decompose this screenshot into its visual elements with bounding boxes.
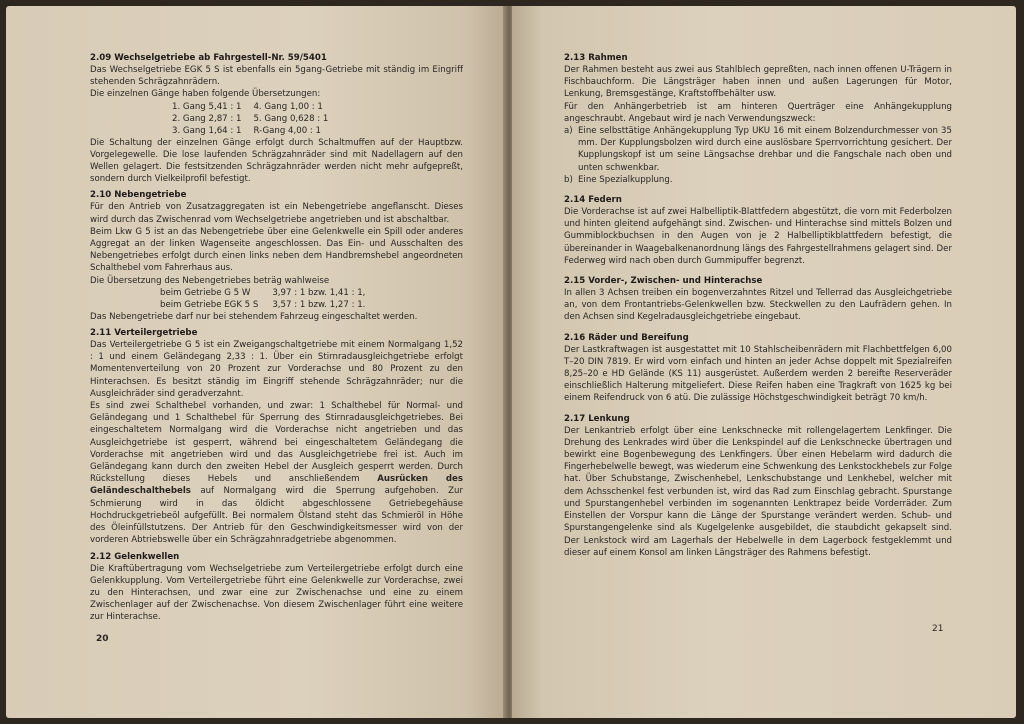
section-heading-2-15: 2.15 Vorder-, Zwischen- und Hinterachse — [564, 276, 763, 287]
paragraph: Das Wechselgetriebe EGK 5 S ist ebenfalls ein 5gang-Getriebe mit ständig im Eingriff stehenden Schrägzahnrädern. — [90, 65, 463, 88]
auxiliary-ratio-table — [160, 287, 379, 311]
paragraph: Das Verteilergetriebe G 5 ist ein Zweigangschaltgetriebe mit einem Normalgang 1,52 : 1 und einem Geländegang 2,33 : 1. Über ein Stirnradausgleichgetriebe erfolgt Momentenverteilung von 20 Prozent zur Vorderachse und 80 Prozent zu den Hinterachsen. Es besitzt ständig im Eingriff stehende Schrägzahnräder; nur die Ausgleichräder sind geradverzahnt. — [90, 340, 463, 399]
section-heading-2-17: 2.17 Lenkung — [564, 413, 630, 424]
paragraph: Die Kraftübertragung vom Wechselgetriebe zum Verteilergetriebe erfolgt durch eine Gelenkkupplung. Vom Verteilergetriebe führt eine Gelenkwelle zur Vorderachse, zwei zu den Hinterachsen, und zwar eine zur Zwischenachse und eine zu einem Zwischenlager auf der Zwischenachse. Von diesem Zwischenlager führt eine weitere zur Hinterachse. — [90, 563, 463, 623]
paragraph: Der Rahmen besteht aus zwei aus Stahlblech gepreßten, nach innen offenen U-Trägern in Fischbauchform. Die Längsträger haben innen und außen Lagerungen für Motor, Lenkung, Bremsgestänge, Kraftstoffbehälter usw. — [564, 65, 952, 100]
paragraph — [90, 400, 463, 546]
paragraph: Für den Antrieb von Zusatzaggregaten ist ein Nebengetriebe angeflanscht. Dieses wird durch das Zwischenrad vom Wechselgetriebe angetrieben und ist abschaltbar. — [90, 202, 463, 225]
list-item — [564, 125, 952, 174]
text-run: Es sind zwei Schalthebel vorhanden, und zwar: 1 Schalthebel für Normal- und Geländegang und 1 Schalthebel für Sperrung des Stirnradausgleichgetriebes. Bei eingeschaltetem Normalgang wird die Vorderachse nicht angetrieben und das Ausgleichgetriebe ist gesperrt, während bei eingeschaltetem Geländegang die Vorderachse mit angetrieben wird und das Ausgleichgetriebe frei ist. Auch im Geländegang kann durch den zweiten Hebel der Ausgleich gesperrt werden. Durch Rückstellung dieses Hebels und anschließendem — [90, 401, 463, 485]
list-marker: a) — [564, 126, 573, 137]
section-heading-2-12: 2.12 Gelenkwellen — [90, 551, 180, 562]
table-row — [172, 125, 340, 137]
table-cell: R-Gang 4,00 : 1 — [253, 125, 322, 136]
table-cell: 3,57 : 1 bzw. 1,27 : 1. — [272, 299, 366, 310]
right-page — [512, 6, 1016, 718]
table-row — [172, 113, 340, 125]
table-cell: 1. Gang 5,41 : 1 — [172, 101, 242, 112]
table-cell: beim Getriebe EGK 5 S — [160, 299, 259, 310]
table-row — [160, 287, 379, 299]
left-column — [90, 52, 463, 624]
text-run: auf Normalgang wird die Sperrung aufgehoben. Zur Schmierung wird in das öldicht abgeschlossene Getriebegehäuse Hochdruckgetriebeöl aufgefüllt. Bei normalem Ölstand steht das Schmieröl in Höhe des Öleinfüllstutzens. Der Antrieb für den Geschwindigkeitsmesser wird von der vorderen Abtriebswelle über ein Schrägzahnradgetriebe abgenommen. — [90, 486, 463, 546]
paragraph: Die einzelnen Gänge haben folgende Übersetzungen: — [90, 89, 321, 100]
table-row — [160, 299, 379, 311]
emphasis-text: Ausrücken des Geländeschalthebels — [90, 474, 463, 497]
list-item — [564, 174, 952, 186]
page-number: 21 — [932, 624, 944, 634]
right-column — [564, 52, 952, 559]
table-cell: beim Getriebe G 5 W — [160, 287, 251, 298]
list-item-text: Eine selbsttätige Anhängekupplung Typ UKU 16 mit einem Bolzendurchmesser von 35 mm. Der Kupplungsbolzen wird durch eine auslösbare Sperrvorrichtung gesichert. Der Kupplungskopf ist um seine Längsachse drehbar und die Fangschale nach oben und unten schwenkbar. — [578, 126, 952, 173]
list-item-text: Eine Spezialkupplung. — [578, 174, 673, 185]
section-heading-2-10: 2.10 Nebengetriebe — [90, 190, 187, 201]
gear-ratio-table — [172, 101, 340, 137]
paragraph: Der Lastkraftwagen ist ausgestattet mit 10 Stahlscheibenrädern mit Flachbettfelgen 6,00 T–20 DIN 7819. Er wird vorn einfach und hinten an jeder Achse doppelt mit Spezialreifen 8,25–20 e HD Gelände (KS 11) ausgerüstet. Außerdem werden 2 bereifte Reserveräder einschließlich Halterung mitgeliefert. Diese Reifen haben eine Tragkraft von 1625 kg bei einem Reifendruck von 6 atü. Die zulässige Höchstgeschwindigkeit beträgt 70 km/h. — [564, 344, 952, 404]
table-cell: 4. Gang 1,00 : 1 — [253, 101, 323, 112]
paragraph: Die Vorderachse ist auf zwei Halbelliptik-Blattfedern abgestützt, die vorn mit Federbolzen und hinten gleitend aufgehängt sind. Zwischen- und Hinterachse sind mittels Bolzen und Gummiblockbuchsen in den Augen von je 2 Halbelliptikblattfedern befestigt, die übereinander in Waagebalkenanordnung längs des Fahrgestellrahmens gelagert sind. Der Federweg wird nach oben durch Gummipuffer begrenzt. — [564, 207, 952, 266]
paragraph: Der Lenkantrieb erfolgt über eine Lenkschnecke mit rollengelagertem Lenkfinger. Die Drehung des Lenkrades wird über die Lenkspindel auf die Lenkschnecke übertragen und bewirkt eine Bogenbewegung des Lenkfingers. Über einen Hebelarm wird dadurch die Fingerhebelwelle bewegt, was wiederum eine Schwenkung des Lenkstockhebels zur Folge hat. Über Schubstange, Zwischenhebel, Lenkschubstange und Lenkhebel, welcher mit dem Achsschenkel fest verbunden ist, wird das Rad zum Einschlag gebracht. Spurstange und Spurstangenhebel verbinden im sogenannten Lenktrapez beide Vorderräder. Zum Einstellen der Vorspur kann die Länge der Spurstange verändert werden. Schub- und Spurstangengelenke sind als Kugelgelenke ausgebildet, die staubdicht gekapselt sind. Der Lenkstock wird am Lagerhals der Hebelwelle in dem Lagerbock festgeklemmt und dieser auf einem Konsol am linken Längsträger des Rahmens befestigt. — [564, 425, 952, 558]
left-page — [6, 6, 506, 718]
table-cell: 3,97 : 1 bzw. 1,41 : 1, — [272, 287, 366, 298]
table-cell: 2. Gang 2,87 : 1 — [172, 113, 242, 124]
table-cell: 3. Gang 1,64 : 1 — [172, 125, 242, 136]
paragraph: Die Schaltung der einzelnen Gänge erfolgt durch Schaltmuffen auf der Hauptbzw. Vorgelegewelle. Die lose laufenden Schrägzahnräder sind mit Nadellagern auf den Wellen gelagert. Die festsitzenden Schrägzahnräder werden nicht mehr aufgepreßt, sondern durch Vielkeilprofil befestigt. — [90, 137, 463, 185]
paragraph: In allen 3 Achsen treiben ein bogenverzahntes Ritzel und Tellerrad das Ausgleichgetriebe an, von dem Frontantriebs-Gelenkwellen bzw. Steckwellen zu den Laufrädern gehen. In den Achsen sind Kegelradausgleichgetriebe eingebaut. — [564, 288, 952, 323]
section-heading-2-14: 2.14 Federn — [564, 195, 622, 206]
paragraph: Für den Anhängerbetrieb ist am hinteren Querträger eine Anhängekupplung angeschraubt. Angebaut wird je nach Verwendungszweck: — [564, 101, 952, 124]
page-number: 20 — [96, 634, 109, 644]
section-heading-2-11: 2.11 Verteilergetriebe — [90, 328, 198, 339]
list-marker: b) — [564, 174, 573, 185]
section-heading-2-09: 2.09 Wechselgetriebe ab Fahrgestell-Nr. 59/5401 — [90, 53, 327, 63]
paragraph: Das Nebengetriebe darf nur bei stehendem Fahrzeug eingeschaltet werden. — [90, 311, 418, 322]
section-heading-2-13: 2.13 Rahmen — [564, 53, 628, 63]
paragraph: Beim Lkw G 5 ist an das Nebengetriebe über eine Gelenkwelle ein Spill oder anderes Aggregat an der linken Wagenseite angeschlossen. Das Ein- und Ausschalten des Nebengetriebes erfolgt durch einen links neben dem Handbremshebel angeordneten Schalthebel vom Fahrerhaus aus. — [90, 226, 463, 274]
table-row — [172, 101, 340, 113]
paragraph: Die Übersetzung des Nebengetriebes beträg wahlweise — [90, 275, 330, 286]
table-cell: 5. Gang 0,628 : 1 — [253, 113, 329, 124]
section-heading-2-16: 2.16 Räder und Bereifung — [564, 332, 689, 343]
